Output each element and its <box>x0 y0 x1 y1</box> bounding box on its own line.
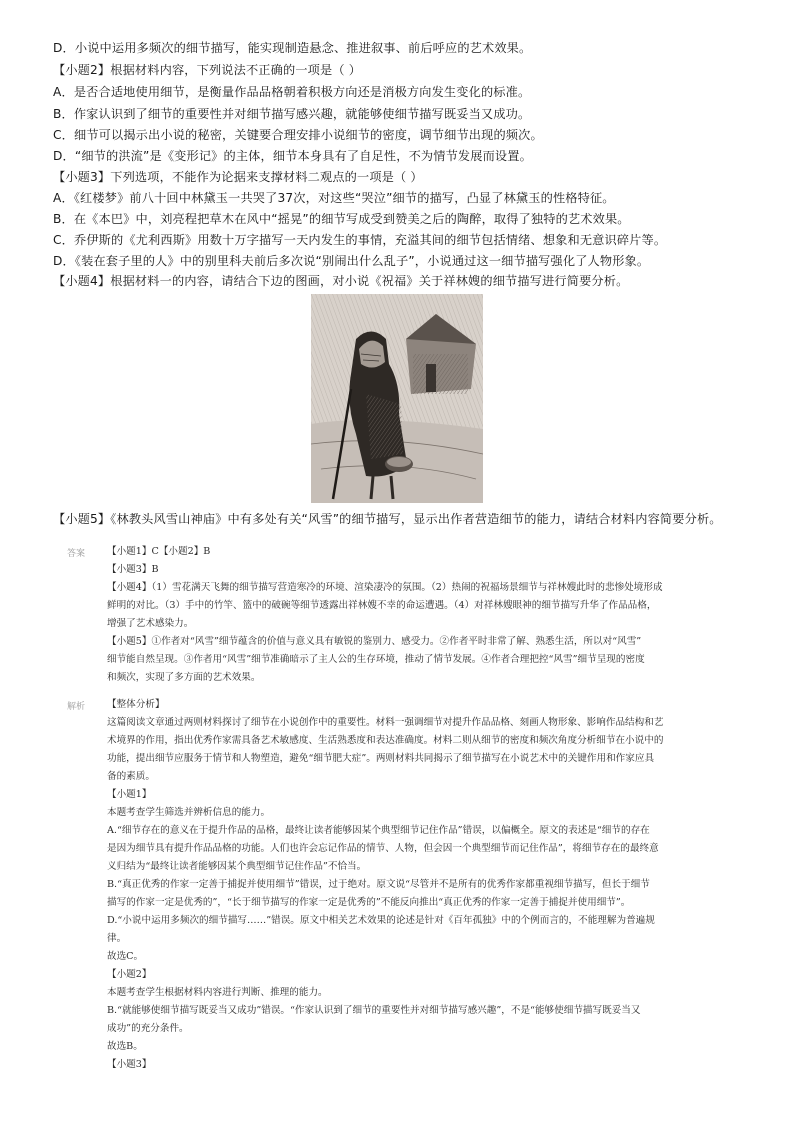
analysis-line: 成功”的充分条件。 <box>107 1023 189 1034</box>
answer-line: 【小题4】（1）雪花满天飞舞的细节描写营造寒冷的环境、渲染凄冷的氛围。（2）热闹的祝福场景细节与祥林嫂此时的悲惨处境形成 <box>107 582 663 593</box>
analysis-line: 律。 <box>107 933 127 944</box>
analysis-line: 【整体分析】 <box>107 699 165 710</box>
q2-stem: 【小题2】根据材料内容，下列说法不正确的一项是（ ） <box>53 63 362 77</box>
analysis-line: 术境界的作用，指出优秀作家需具备艺术敏感度、生活熟悉度和表达准确度。材料二则从细节的密度和频次角度分析细节在小说中的 <box>107 735 664 746</box>
q3-option-c: C．乔伊斯的《尤利西斯》用数十万字描写一天内发生的事情，充溢其间的细节包括情绪、想象和无意识碎片等。 <box>53 233 667 247</box>
answer-line: 细节能自然呈现。③作者用“风雪”细节准确暗示了主人公的生存环境，推动了情节发展。④作者合理把控“风雪”细节呈现的密度 <box>107 654 645 665</box>
q3-option-b: B．在《本巴》中，刘亮程把草木在风中“摇晃”的细节写成受到赞美之后的陶醉，取得了独特的艺术效果。 <box>53 212 630 226</box>
q5-stem: 【小题5】《林教头风雪山神庙》中有多处有关“风雪”的细节描写，显示出作者营造细节的能力，请结合材料内容简要分析。 <box>53 512 722 526</box>
xianglin-sao-illustration <box>311 294 483 503</box>
answer-label: 答案 <box>67 549 86 559</box>
analysis-line: D.“小说中运用多频次的细节描写……”错误。原文中相关艺术效果的论述是针对《百年孤独》中的个例而言的，不能理解为普遍规 <box>107 915 655 926</box>
q3-option-d: D．《装在套子里的人》中的别里科夫前后多次说“别闹出什么乱子”，小说通过这一细节描写强化了人物形象。 <box>53 254 650 268</box>
q3-option-a: A．《红楼梦》前八十回中林黛玉一共哭了37次，对这些“哭泣”细节的描写，凸显了林黛玉的性格特征。 <box>53 191 615 205</box>
analysis-line: 义归结为“最终让读者能够因某个典型细节记住作品”不恰当。 <box>107 861 367 872</box>
analysis-line: 这篇阅读文章通过两则材料探讨了细节在小说创作中的重要性。材料一强调细节对提升作品品格、刻画人物形象、影响作品结构和艺 <box>107 717 664 728</box>
analysis-line: 是因为细节具有提升作品品格的功能。人们也许会忘记作品的情节、人物，但会因一个典型细节而记住作品”，将细节存在的最终意 <box>107 843 659 854</box>
analysis-line: 备的素质。 <box>107 771 155 782</box>
q4-stem: 【小题4】根据材料一的内容，请结合下边的图画，对小说《祝福》关于祥林嫂的细节描写进行简要分析。 <box>53 274 629 288</box>
analysis-line: 故选C。 <box>107 951 144 962</box>
answer-line: 【小题5】①作者对“风雪”细节蕴含的价值与意义具有敏锐的鉴别力、感受力。②作者平时非常了解、熟悉生活，所以对“风雪” <box>107 636 642 647</box>
answer-line: 鲜明的对比。（3）手中的竹竿、篮中的破碗等细节透露出祥林嫂不幸的命运遭遇。（4）对祥林嫂眼神的细节描写升华了作品品格， <box>107 600 657 611</box>
analysis-line: B.“真正优秀的作家一定善于捕捉并使用细节”错误，过于绝对。原文说“尽管并不是所有的优秀作家都重视细节描写，但长于细节 <box>107 879 650 890</box>
q2-option-d: D．“细节的洪流”是《变形记》的主体，细节本身具有了自足性，不为情节发展而设置。 <box>53 149 532 163</box>
q2-option-c: C．细节可以揭示出小说的秘密，关键要合理安排小说细节的密度，调节细节出现的频次。 <box>53 128 543 142</box>
answer-line: 增强了艺术感染力。 <box>107 618 194 629</box>
analysis-line: 【小题3】 <box>107 1059 152 1070</box>
q1-option-d: D．小说中运用多频次的细节描写，能实现制造悬念、推进叙事、前后呼应的艺术效果。 <box>53 41 532 55</box>
analysis-line: 故选B。 <box>107 1041 143 1052</box>
analysis-line: 本题考查学生筛选并辨析信息的能力。 <box>107 807 271 818</box>
q2-option-a: A．是否合适地使用细节，是衡量作品品格朝着积极方向还是消极方向发生变化的标准。 <box>53 85 531 99</box>
analysis-line: 本题考查学生根据材料内容进行判断、推理的能力。 <box>107 987 328 998</box>
analysis-line: 描写的作家一定是优秀的”，“长于细节描写的作家一定是优秀的”不能反向推出“真正优秀的作家一定善于捕捉并使用细节”。 <box>107 897 631 908</box>
analysis-line: 【小题2】 <box>107 969 152 980</box>
analysis-line: A.“细节存在的意义在于提升作品的品格，最终让读者能够因某个典型细节记住作品”错误，以偏概全。原文的表述是“细节的存在 <box>107 825 650 836</box>
analysis-line: 功能，提出细节应服务于情节和人物塑造，避免“细节肥大症”。两则材料共同揭示了细节描写在小说艺术中的关键作用和作家应具 <box>107 753 655 764</box>
woodcut-illustration <box>311 294 483 503</box>
analysis-line: B.“就能够使细节描写既妥当又成功”错误。“作家认识到了细节的重要性并对细节描写感兴趣”，不是“能够使细节描写既妥当又 <box>107 1005 641 1016</box>
analysis-label: 解析 <box>67 702 86 712</box>
q2-option-b: B．作家认识到了细节的重要性并对细节描写感兴趣，就能够使细节描写既妥当又成功。 <box>53 107 531 121</box>
analysis-line: 【小题1】 <box>107 789 152 800</box>
answer-line: 和频次，实现了多方面的艺术效果。 <box>107 672 261 683</box>
answer-line: 【小题1】C【小题2】B <box>107 546 211 557</box>
answer-line: 【小题3】B <box>107 564 159 575</box>
q3-stem: 【小题3】下列选项，不能作为论据来支撑材料二观点的一项是（ ） <box>53 170 423 184</box>
